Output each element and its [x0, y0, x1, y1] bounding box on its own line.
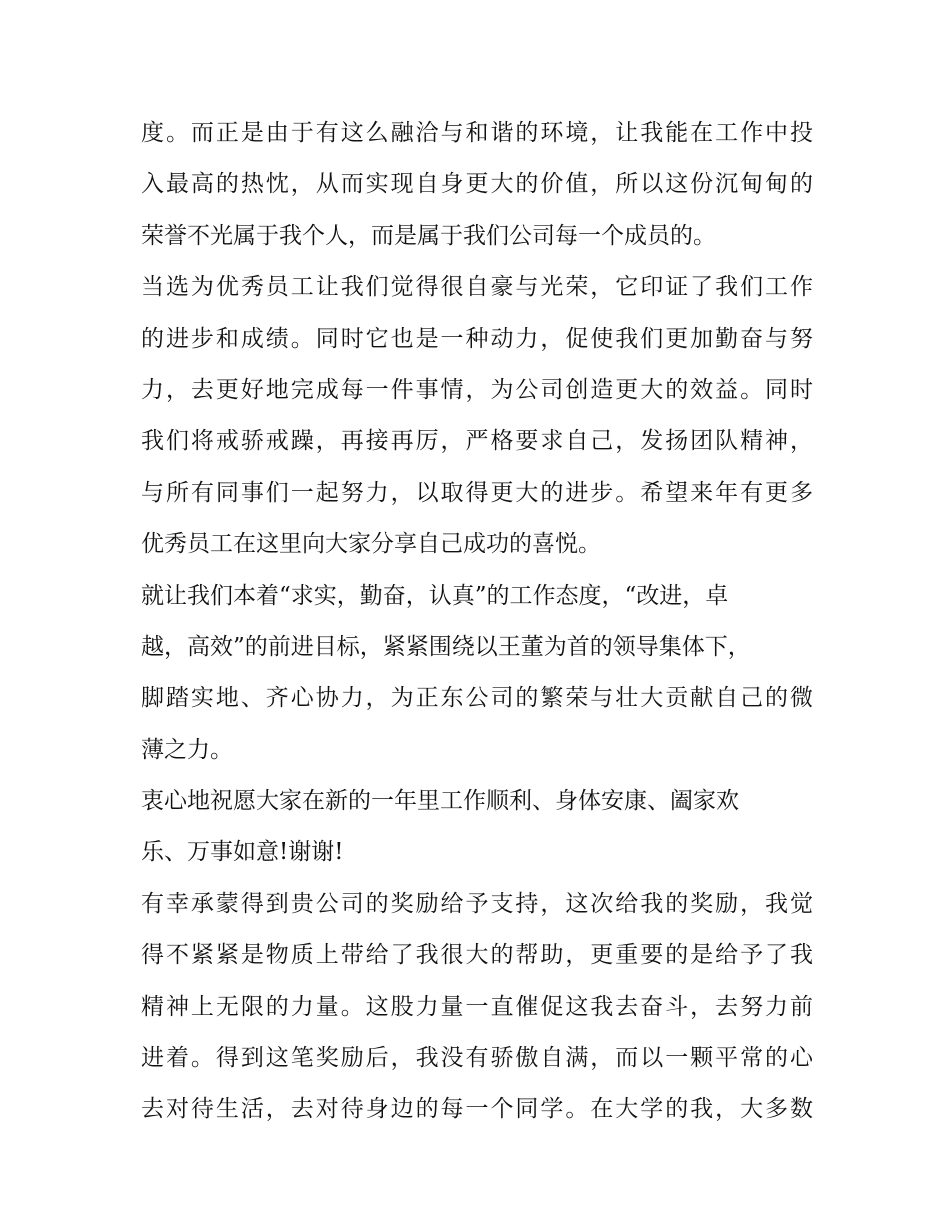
text-line: 与所有同事们一起努力，以取得更大的进步。希望来年有更多	[141, 479, 813, 506]
text-line: 度。而正是由于有这么融洽与和谐的环境，让我能在工作中投	[141, 120, 813, 146]
text-line: 入最高的热忱，从而实现自身更大的价值，所以这份沉甸甸的	[141, 171, 813, 198]
text-line: 荣誉不光属于我个人，而是属于我们公司每一个成员的。	[141, 222, 716, 249]
text-line: 薄之力。	[141, 736, 233, 763]
document-body	[141, 108, 813, 1136]
text-line: 进着。得到这笔奖励后，我没有骄傲自满，而以一颗平常的心	[141, 1045, 813, 1072]
text-line: 越，高效”的前进目标，紧紧围绕以王董为首的领导集体下，	[141, 633, 751, 660]
text-line: 去对待生活，去对待身边的每一个同学。在大学的我，大多数	[141, 1096, 813, 1123]
text-line: 精神上无限的力量。这股力量一直催促这我去奋斗，去努力前	[141, 993, 813, 1020]
text-line: 的进步和成绩。同时它也是一种动力，促使我们更加勤奋与努	[141, 325, 813, 352]
text-line: 脚踏实地、齐心协力，为正东公司的繁荣与壮大贡献自己的微	[141, 685, 813, 712]
text-line: 就让我们本着“求实，勤奋，认真”的工作态度，“改进，卓	[141, 582, 729, 609]
text-line: 优秀员工在这里向大家分享自己成功的喜悦。	[141, 531, 601, 558]
text-line: 力，去更好地完成每一件事情，为公司创造更大的效益。同时	[141, 376, 813, 403]
text-line: 得不紧紧是物质上带给了我很大的帮助，更重要的是给予了我	[141, 942, 813, 969]
text-line: 我们将戒骄戒躁，再接再厉，严格要求自己，发扬团队精神，	[141, 428, 813, 455]
text-line: 当选为优秀员工让我们觉得很自豪与光荣，它印证了我们工作	[141, 274, 813, 301]
text-line: 乐、万事如意!谢谢!	[141, 839, 344, 866]
text-line: 衷心地祝愿大家在新的一年里工作顺利、身体安康、阖家欢	[141, 788, 739, 815]
text-line: 有幸承蒙得到贵公司的奖励给予支持，这次给我的奖励，我觉	[141, 890, 813, 917]
